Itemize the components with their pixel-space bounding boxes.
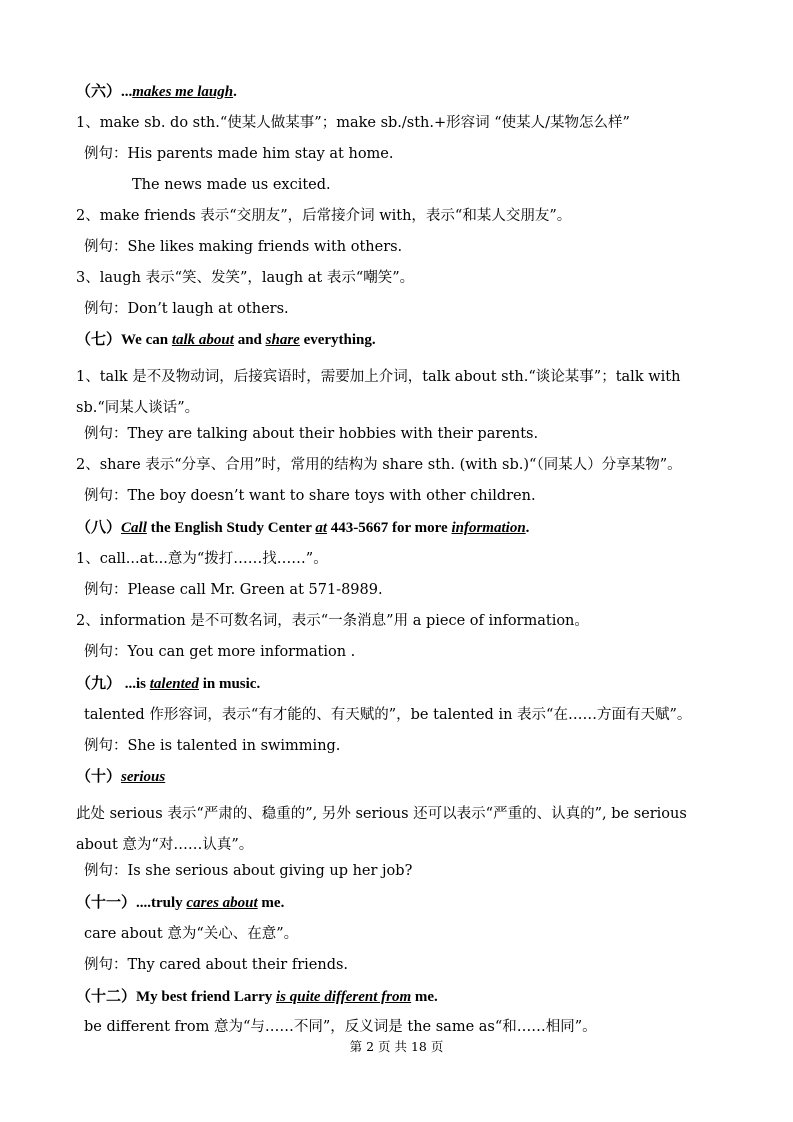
heading-text: in music. bbox=[198, 676, 261, 692]
example-sentence: 例句：She is talented in swimming. bbox=[84, 738, 341, 754]
heading-emphasis: information bbox=[451, 520, 526, 536]
heading-text: and bbox=[233, 332, 266, 348]
heading-emphasis: Call bbox=[121, 520, 147, 536]
paragraph: talented 作形容词，表示“有才能的、有天赋的”，be talented in 表示“在……方面有天赋”。 bbox=[84, 707, 692, 723]
heading-emphasis: makes me laugh bbox=[132, 84, 234, 100]
example-sentence: 例句：She likes making friends with others. bbox=[84, 239, 403, 255]
example-sentence: 例句：Don’t laugh at others. bbox=[84, 301, 289, 317]
paragraph: 3、laugh 表示“笑、发笑”，laugh at 表示“嘲笑”。 bbox=[76, 270, 415, 286]
paragraph: 2、share 表示“分享、合用”时，常用的结构为 share sth. (with sb.)“（同某人）分享某物”。 bbox=[76, 457, 682, 473]
heading-text: everything. bbox=[299, 332, 376, 348]
example-sentence: 例句：The boy doesn’t want to share toys with other children. bbox=[84, 488, 536, 504]
heading-text: . bbox=[525, 520, 530, 536]
section-heading-7 bbox=[76, 330, 376, 350]
example-sentence: 例句：You can get more information . bbox=[84, 644, 356, 660]
section-heading-9 bbox=[76, 674, 260, 694]
heading-text: （八） bbox=[76, 520, 122, 536]
paragraph: 此处 serious 表示“严肃的、稳重的”, 另外 serious 还可以表示“严重的、认真的”, be serious about 意为“对……认真”。 bbox=[76, 806, 687, 853]
example-sentence: 例句：Please call Mr. Green at 571-8989. bbox=[84, 582, 383, 598]
heading-emphasis: is quite different from bbox=[275, 989, 412, 1005]
example-sentence: 例句：They are talking about their hobbies with their parents. bbox=[84, 426, 539, 442]
heading-text: （十） bbox=[76, 769, 122, 785]
paragraph: 1、talk 是不及物动词，后接宾语时，需要加上介词，talk about sth.“谈论某事”；talk with sb.“同某人谈话”。 bbox=[76, 369, 681, 416]
heading-emphasis: cares about bbox=[186, 895, 258, 911]
heading-emphasis: talk about bbox=[171, 332, 234, 348]
section-heading-12 bbox=[76, 987, 438, 1007]
section-heading-6 bbox=[76, 82, 237, 102]
heading-text: me. bbox=[257, 895, 285, 911]
section-heading-10 bbox=[76, 767, 165, 787]
heading-emphasis: talented bbox=[149, 676, 199, 692]
example-sentence: 例句：Is she serious about giving up her job? bbox=[84, 863, 413, 879]
heading-text: the English Study Center bbox=[146, 520, 316, 536]
heading-text: （九） ...is bbox=[76, 676, 150, 692]
paragraph: 1、make sb. do sth.“使某人做某事”；make sb./sth.+形容词 “使某人/某物怎么样” bbox=[76, 115, 630, 131]
paragraph: 2、information 是不可数名词，表示“一条消息”用 a piece of information。 bbox=[76, 613, 589, 629]
heading-text: me. bbox=[411, 989, 438, 1005]
heading-text: （十二）My best friend Larry bbox=[76, 989, 276, 1005]
section-heading-8 bbox=[76, 518, 529, 538]
paragraph: be different from 意为“与……不同”，反义词是 the same as“和……相同”。 bbox=[84, 1019, 597, 1035]
heading-emphasis: serious bbox=[121, 769, 166, 785]
paragraph: 1、call...at...意为“拨打……找……”。 bbox=[76, 551, 328, 567]
paragraph: care about 意为“关心、在意”。 bbox=[84, 926, 299, 942]
heading-emphasis: share bbox=[265, 332, 300, 348]
heading-emphasis: at bbox=[315, 520, 328, 536]
heading-text: （十一）....truly bbox=[76, 895, 187, 911]
example-sentence: The news made us excited. bbox=[132, 177, 331, 193]
paragraph: 2、make friends 表示“交朋友”，后常接介词 with，表示“和某人交朋友”。 bbox=[76, 208, 572, 224]
page-footer: 第 2 页 共 18 页 bbox=[349, 1039, 444, 1054]
heading-text: （六）... bbox=[76, 84, 133, 100]
heading-text: . bbox=[233, 84, 237, 100]
section-heading-11 bbox=[76, 893, 284, 913]
heading-text: （七）We can bbox=[76, 332, 172, 348]
heading-text: 443-5667 for more bbox=[327, 520, 452, 536]
example-sentence: 例句：Thy cared about their friends. bbox=[84, 957, 349, 973]
example-sentence: 例句：His parents made him stay at home. bbox=[84, 146, 394, 162]
